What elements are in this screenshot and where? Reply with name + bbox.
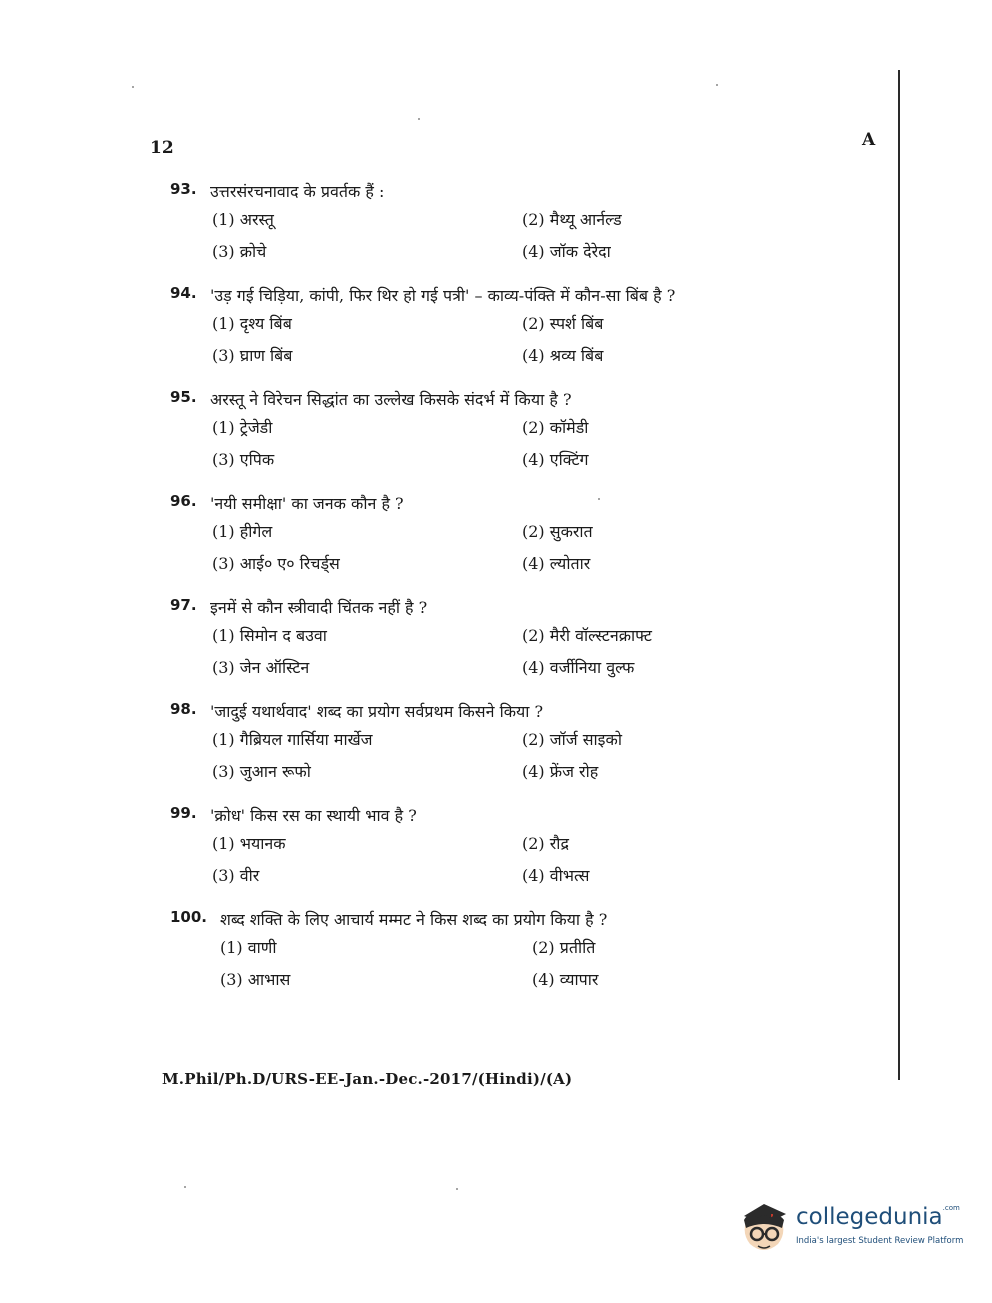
scan-speck: [456, 1188, 458, 1190]
paper-code-footer: M.Phil/Ph.D/URS-EE-Jan.-Dec.-2017/(Hindi)/(A): [162, 1070, 573, 1088]
option-2: (2) मैरी वॉल्स्टनक्राफ्ट: [522, 626, 652, 645]
option-3: (3) क्रोचे: [212, 242, 267, 261]
question-number: 96.: [170, 492, 197, 510]
question-95: [170, 388, 870, 478]
question-96: [170, 492, 870, 582]
question-text: 'जादुई यथार्थवाद' शब्द का प्रयोग सर्वप्रथम किसने किया ?: [210, 702, 544, 721]
option-2: (2) जॉर्ज साइको: [522, 730, 622, 749]
scan-speck: [132, 86, 134, 88]
question-number: 97.: [170, 596, 197, 614]
question-100: [170, 908, 870, 998]
option-4: (4) ल्योतार: [522, 554, 591, 573]
option-2: (2) मैथ्यू आर्नल्ड: [522, 210, 622, 229]
question-99: [170, 804, 870, 894]
option-3: (3) वीर: [212, 866, 260, 885]
option-1: (1) दृश्य बिंब: [212, 314, 292, 333]
question-number: 99.: [170, 804, 197, 822]
scan-speck: [418, 118, 420, 120]
option-2: (2) सुकरात: [522, 522, 593, 541]
question-93: [170, 180, 870, 270]
option-4: (4) श्रव्य बिंब: [522, 346, 604, 365]
question-97: [170, 596, 870, 686]
option-1: (1) वाणी: [220, 938, 277, 957]
option-3: (3) आभास: [220, 970, 291, 989]
option-4: (4) एक्टिंग: [522, 450, 589, 469]
option-1: (1) सिमोन द बउवा: [212, 626, 327, 645]
question-number: 93.: [170, 180, 197, 198]
question-94: [170, 284, 870, 374]
question-98: [170, 700, 870, 790]
option-4: (4) फ्रेंज रोह: [522, 762, 599, 781]
logo-wordmark: collegedunia$^{.com}$: [796, 1204, 960, 1230]
option-1: (1) भयानक: [212, 834, 286, 853]
set-code: A: [862, 130, 876, 150]
question-text: 'क्रोध' किस रस का स्थायी भाव है ?: [210, 806, 417, 825]
option-3: (3) आई० ए० रिचर्ड्स: [212, 554, 340, 573]
option-3: (3) घ्राण बिंब: [212, 346, 293, 365]
option-4: (4) वीभत्स: [522, 866, 590, 885]
question-number: 94.: [170, 284, 197, 302]
page-number: 12: [150, 138, 174, 158]
question-text: 'नयी समीक्षा' का जनक कौन है ?: [210, 494, 404, 513]
question-text: उत्तरसंरचनावाद के प्रवर्तक हैं :: [210, 182, 385, 201]
logo-tagline: India's largest Student Review Platform: [796, 1236, 964, 1246]
option-3: (3) एपिक: [212, 450, 275, 469]
question-number: 100.: [170, 908, 208, 926]
scan-speck: [184, 1186, 186, 1188]
option-2: (2) स्पर्श बिंब: [522, 314, 604, 333]
option-2: (2) रौद्र: [522, 834, 569, 853]
option-2: (2) प्रतीति: [532, 938, 596, 957]
option-1: (1) अरस्तू: [212, 210, 274, 229]
scan-speck: [716, 84, 718, 86]
question-text: शब्द शक्ति के लिए आचार्य मम्मट ने किस शब्द का प्रयोग किया है ?: [220, 910, 608, 929]
option-3: (3) जेन ऑस्टिन: [212, 658, 310, 677]
option-1: (1) हीगेल: [212, 522, 273, 541]
option-3: (3) जुआन रूफो: [212, 762, 311, 781]
margin-line: [898, 70, 900, 1080]
option-1: (1) गैब्रियल गार्सिया मार्खेज: [212, 730, 373, 749]
option-2: (2) कॉमेडी: [522, 418, 589, 437]
question-text: इनमें से कौन स्त्रीवादी चिंतक नहीं है ?: [210, 598, 428, 617]
option-1: (1) ट्रेजेडी: [212, 418, 273, 437]
option-4: (4) जॉक देरेदा: [522, 242, 611, 261]
option-4: (4) व्यापार: [532, 970, 599, 989]
scan-speck: [598, 498, 600, 500]
mascot-icon: [738, 1200, 790, 1256]
question-text: 'उड़ गई चिड़िया, कांपी, फिर थिर हो गई पत्री' – काव्य-पंक्ति में कौन-सा बिंब है ?: [210, 286, 676, 305]
question-number: 98.: [170, 700, 197, 718]
question-text: अरस्तू ने विरेचन सिद्धांत का उल्लेख किसके संदर्भ में किया है ?: [210, 390, 572, 409]
option-4: (4) वर्जीनिया वुल्फ: [522, 658, 635, 677]
collegedunia-logo: [738, 1198, 968, 1258]
question-number: 95.: [170, 388, 197, 406]
